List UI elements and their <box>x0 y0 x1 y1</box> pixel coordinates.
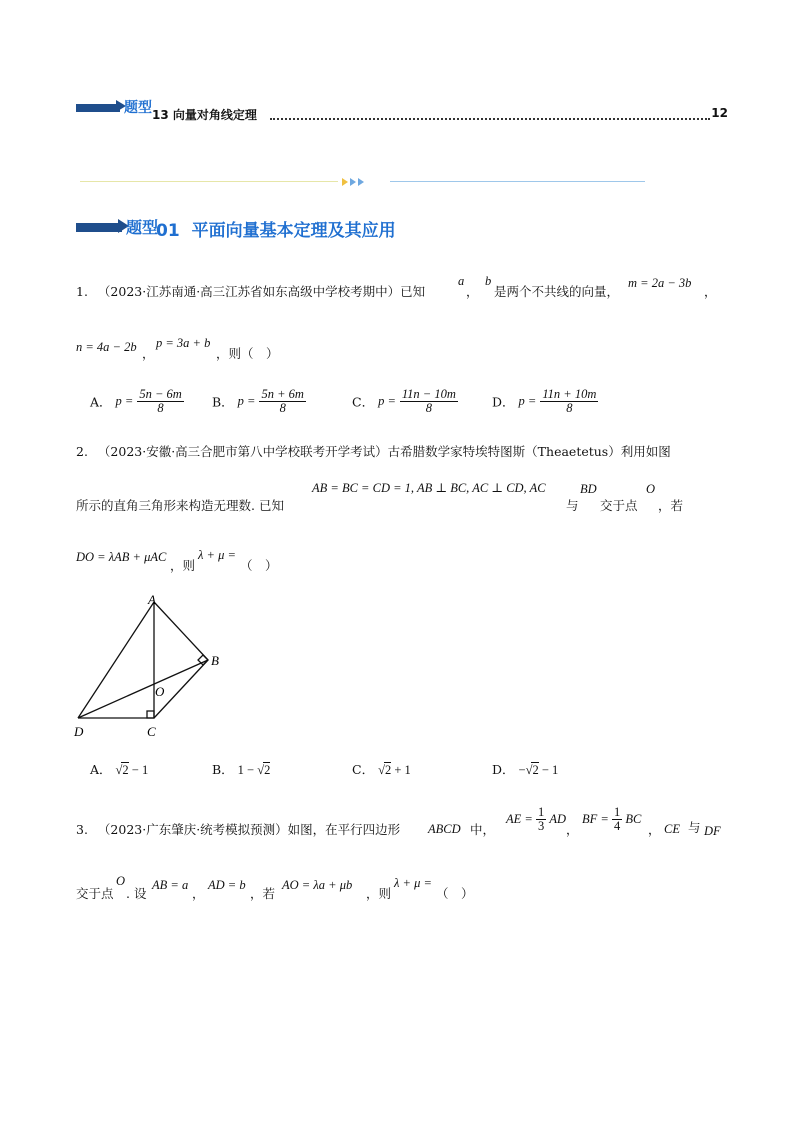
q3-blank: （ ） <box>436 886 474 901</box>
q2-condition: AB = BC = CD = 1, AB ⊥ BC, AC ⊥ CD, AC <box>312 481 546 495</box>
q3-ae-eq: AE = $\frac{1}{3}$ AD <box>506 805 567 834</box>
q2-text-line1: （2023·安徽·高三合肥市第八中学校联考开学考试）古希腊数学家特埃特图斯（Theaetetus）利用如图 <box>97 444 671 459</box>
q2-option-b[interactable] <box>212 760 270 778</box>
option-label: A． <box>90 394 112 410</box>
section-title: 平面向量基本定理及其应用 <box>191 221 396 241</box>
q1-ask: ，则（ ） <box>216 346 279 361</box>
section-badge <box>76 215 159 237</box>
option-value: √2 − 1 <box>115 763 149 777</box>
label-b: B <box>211 653 219 668</box>
q1-vector-b: b <box>485 274 492 288</box>
q3-bf-fraction: $\frac{1}{4}$ <box>613 805 621 834</box>
q2-with: 与 <box>566 498 579 513</box>
q3-line1 <box>76 820 400 838</box>
q3-o: O <box>116 874 126 888</box>
label-d: D <box>74 724 84 739</box>
q1-p-def: p = 3a + b <box>156 336 211 350</box>
q2-text-line2: 所示的直角三角形来构造无理数. 已知 <box>76 498 284 513</box>
section-heading <box>156 216 396 241</box>
option-fraction: $\frac{5n + 6m}{8}$ <box>261 387 304 416</box>
q2-number: 2. <box>76 444 88 459</box>
q1-option-b[interactable] <box>212 388 306 415</box>
q2-figure <box>70 592 220 742</box>
option-fraction: $\frac{11n + 10m}{8}$ <box>542 387 597 416</box>
section-number: 01 <box>156 221 180 241</box>
q1-mid-text: 是两个不共线的向量， <box>494 284 620 299</box>
q1-trail-comma: ， <box>704 284 717 299</box>
divider-left-line <box>80 181 338 182</box>
q1-option-a[interactable] <box>90 388 184 415</box>
toc-badge <box>76 98 152 116</box>
q1-m-def: m = 2a − 3b <box>628 276 692 290</box>
toc-entry[interactable] <box>152 106 728 123</box>
q3-ao-eq: AO = λa + μb <box>282 878 353 892</box>
q2-vector-equation: DO = λAB + μAC <box>76 550 167 564</box>
q3-source: （2023·广东肇庆·统考模拟预测）如图，在平行四边形 <box>97 822 401 837</box>
option-fraction: $\frac{11n - 10m}{8}$ <box>401 387 456 416</box>
q3-df: DF <box>704 824 721 838</box>
q1-n-def: n = 4a − 2b <box>76 340 137 354</box>
right-angle-c <box>147 711 154 718</box>
q1-comma: ， <box>466 284 479 299</box>
q3-in: 中， <box>470 822 496 837</box>
q2-option-c[interactable] <box>352 760 411 778</box>
q3-if: ，若 <box>250 886 276 901</box>
q3-ae-fraction: $\frac{1}{3}$ <box>537 805 545 834</box>
q3-with: 与 <box>688 820 701 835</box>
option-label: D． <box>492 762 515 777</box>
q1-option-c[interactable] <box>352 388 458 415</box>
option-fraction: $\frac{5n - 6m}{8}$ <box>139 387 182 416</box>
q3-comma-2: ， <box>648 822 661 837</box>
label-o: O <box>155 684 165 699</box>
option-lhs: p = <box>237 394 256 409</box>
q3-ad-eq: AD = b <box>208 878 246 892</box>
q2-o: O <box>646 482 656 496</box>
option-lhs: p = <box>378 394 396 409</box>
option-label: B． <box>212 762 234 777</box>
option-value: −√2 − 1 <box>518 763 559 777</box>
section-badge-label: 题型 <box>126 218 159 237</box>
option-label: A． <box>90 762 112 777</box>
toc-page-number: 12 <box>711 106 728 120</box>
q2-sum: λ + μ = <box>198 548 236 562</box>
q1-vector-a: a <box>458 274 465 288</box>
edge-ab <box>154 602 208 660</box>
badge-bar <box>76 104 120 112</box>
option-lhs: p = <box>115 394 134 409</box>
q3-then: ，则 <box>366 886 392 901</box>
label-c: C <box>147 724 156 739</box>
q2-then: ，则 <box>170 558 196 573</box>
option-label: B． <box>212 394 234 410</box>
label-a: A <box>148 592 156 607</box>
q2-option-a[interactable] <box>90 760 148 778</box>
toc-entry-text: 13 向量对角线定理 <box>152 108 257 122</box>
q1-source: （2023·江苏南通·高三江苏省如东高级中学校考期中）已知 <box>97 284 426 299</box>
toc-leader <box>270 118 710 120</box>
option-lhs: p = <box>518 394 537 409</box>
option-label: C． <box>352 762 375 777</box>
q3-ce: CE <box>664 822 680 836</box>
q1-line1 <box>76 282 425 300</box>
option-value: 1 − √2 <box>237 763 271 777</box>
q2-bd: BD <box>580 482 597 496</box>
q3-bf-eq: BF = $\frac{1}{4}$ BC <box>582 805 642 834</box>
q1-comma-2: ， <box>142 346 155 361</box>
q3-ab-eq: AB = a <box>152 878 189 892</box>
q3-comma-1: ， <box>566 822 579 837</box>
divider-right-line <box>390 181 645 182</box>
q3-set: . 设 <box>126 886 147 901</box>
option-value: √2 + 1 <box>378 763 411 777</box>
option-label: D． <box>492 394 515 410</box>
toc-badge-label: 题型 <box>124 100 152 116</box>
option-label: C． <box>352 394 375 410</box>
q3-abcd: ABCD <box>428 822 461 836</box>
badge-bar <box>76 223 122 232</box>
q2-line1 <box>76 442 671 460</box>
q2-blank: （ ） <box>240 558 278 573</box>
divider <box>80 178 645 186</box>
divider-arrows-icon <box>342 178 374 186</box>
q2-if: ，若 <box>658 498 684 513</box>
q2-meet: 交于点 <box>600 498 638 513</box>
q3-meet: 交于点 <box>76 886 114 901</box>
q1-number: 1. <box>76 284 88 299</box>
q1-option-d[interactable] <box>492 388 598 415</box>
q3-number: 3. <box>76 822 88 837</box>
q2-option-d[interactable] <box>492 760 558 778</box>
q3-comma-3: ， <box>192 886 205 901</box>
q3-sum: λ + μ = <box>394 876 432 890</box>
